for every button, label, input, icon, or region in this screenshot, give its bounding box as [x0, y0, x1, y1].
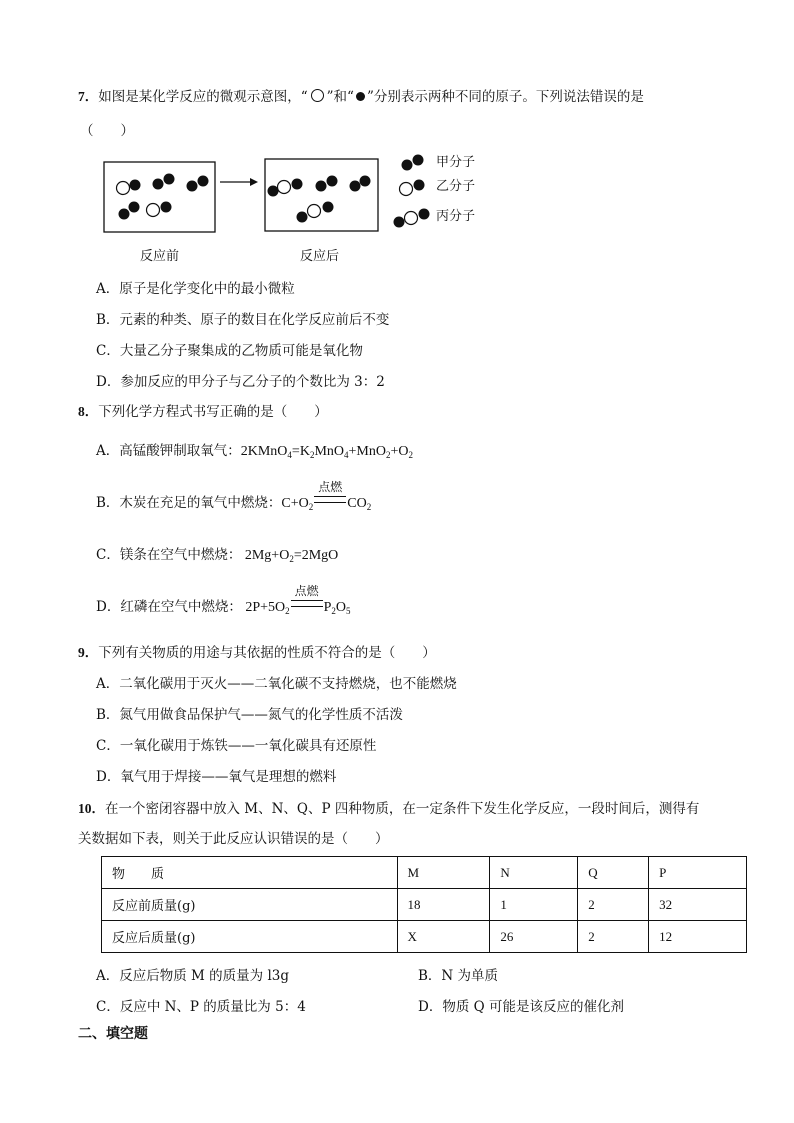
q7-paren: （ ） [80, 123, 134, 139]
label-before: 反应前 [140, 249, 180, 264]
q8-option-d-label: D．红磷在空气中燃烧： [96, 599, 242, 615]
table-cell: 反应后质量(g) [102, 921, 398, 953]
q7-stem-part-a: 如图是某化学反应的微观示意图，“ [98, 89, 308, 105]
legend-molecule-yi [400, 180, 425, 196]
table-row [102, 921, 747, 953]
equation-d: $2P+5O_2$ 点燃 $P_2O_5$ [241, 584, 351, 616]
table-cell: 18 [397, 889, 490, 921]
q8-option-b [96, 480, 372, 513]
after-molecules [268, 176, 371, 223]
condition-label-b: 点燃 [318, 480, 343, 494]
table-cell: 26 [490, 921, 578, 953]
table-cell: N [490, 857, 578, 889]
table-cell: 12 [649, 921, 747, 953]
table-header-row [102, 857, 747, 889]
legend-label-jia: 甲分子 [436, 155, 476, 170]
q7-option-b: B．元素的种类、原子的数目在化学反应前后不变 [96, 312, 390, 328]
q9-option-d: D．氧气用于焊接——氧气是理想的燃料 [96, 769, 337, 785]
legend-label-yi: 乙分子 [436, 179, 476, 194]
q8-stem-text: 下列化学方程式书写正确的是（ ） [98, 404, 328, 420]
q7-molecule-diagram [0, 0, 794, 280]
q10-stem-text-1: 在一个密闭容器中放入 M、N、Q、P 四种物质，在一定条件下发生化学反应，一段时间后，测得有 [105, 801, 700, 817]
equation-c: $2Mg+O_2=2MgO$ [241, 548, 339, 564]
label-after: 反应后 [300, 249, 340, 264]
table-cell: M [397, 857, 490, 889]
q10-option-b: B．N 为单质 [418, 968, 499, 984]
table-row [102, 889, 747, 921]
q8-stem [78, 403, 328, 421]
q10-option-d: D．物质 Q 可能是该反应的催化剂 [418, 999, 624, 1015]
q10-data-table [101, 856, 747, 953]
q7-option-d: D．参加反应的甲分子与乙分子的个数比为 3：2 [96, 374, 385, 390]
q7-option-a: A．原子是化学变化中的最小微粒 [96, 281, 295, 297]
q9-stem-text: 下列有关物质的用途与其依据的性质不符合的是（ ） [98, 645, 436, 661]
table-cell: 2 [578, 921, 649, 953]
q8-option-a-label: A．高锰酸钾制取氧气： [96, 443, 241, 459]
equation-a: $2KMnO_4=K_2MnO_4+MnO_2+O_2$ [240, 444, 413, 460]
legend-label-bing: 丙分子 [436, 209, 476, 224]
table-cell: 1 [490, 889, 578, 921]
q7-number: 7． [78, 89, 99, 104]
table-cell: Q [578, 857, 649, 889]
q10-stem-line1 [78, 800, 699, 818]
q9-option-a: A．二氧化碳用于灭火——二氧化碳不支持燃烧，也不能燃烧 [96, 676, 457, 692]
table-cell: 反应前质量(g) [102, 889, 398, 921]
q7-stem-part-c: ”分别表示两种不同的原子。下列说法错误的是 [366, 89, 644, 105]
section-title: 二、填空题 [78, 1026, 148, 1042]
q10-number: 10． [78, 801, 105, 816]
before-box [104, 162, 215, 232]
q8-option-b-label: B．木炭在充足的氧气中燃烧： [96, 495, 282, 511]
table-cell: 2 [578, 889, 649, 921]
reaction-arrow-head [250, 178, 258, 186]
q9-stem [78, 644, 436, 662]
q8-number: 8． [78, 404, 99, 419]
legend-molecule-bing [394, 209, 430, 228]
q8-option-d [96, 584, 351, 617]
legend-molecule-jia [402, 155, 424, 171]
q7-option-c: C．大量乙分子聚集成的乙物质可能是氧化物 [96, 343, 363, 359]
table-cell: 物 质 [102, 857, 398, 889]
q10-stem-line2: 关数据如下表，则关于此反应认识错误的是（ ） [78, 831, 389, 847]
q8-option-a [96, 442, 413, 461]
equation-b: $C+O_2$ 点燃 $CO_2$ [281, 480, 372, 512]
table-cell: X [397, 921, 490, 953]
condition-label-d: 点燃 [294, 584, 319, 598]
table-cell: 32 [649, 889, 747, 921]
q9-number: 9． [78, 645, 99, 660]
q8-option-c-label: C．镁条在空气中燃烧： [96, 547, 242, 563]
q9-option-c: C．一氧化碳用于炼铁——一氧化碳具有还原性 [96, 738, 377, 754]
table-cell: P [649, 857, 747, 889]
q7-stem-part-b: ”和“ [326, 89, 354, 105]
q10-option-a: A．反应后物质 M 的质量为 l3g [96, 968, 289, 984]
q10-option-c: C．反应中 N、P 的质量比为 5：4 [96, 999, 306, 1015]
q8-option-c [96, 546, 338, 565]
after-box [265, 159, 378, 231]
before-molecules [117, 174, 209, 220]
q9-option-b: B．氮气用做食品保护气——氮气的化学性质不活泼 [96, 707, 403, 723]
